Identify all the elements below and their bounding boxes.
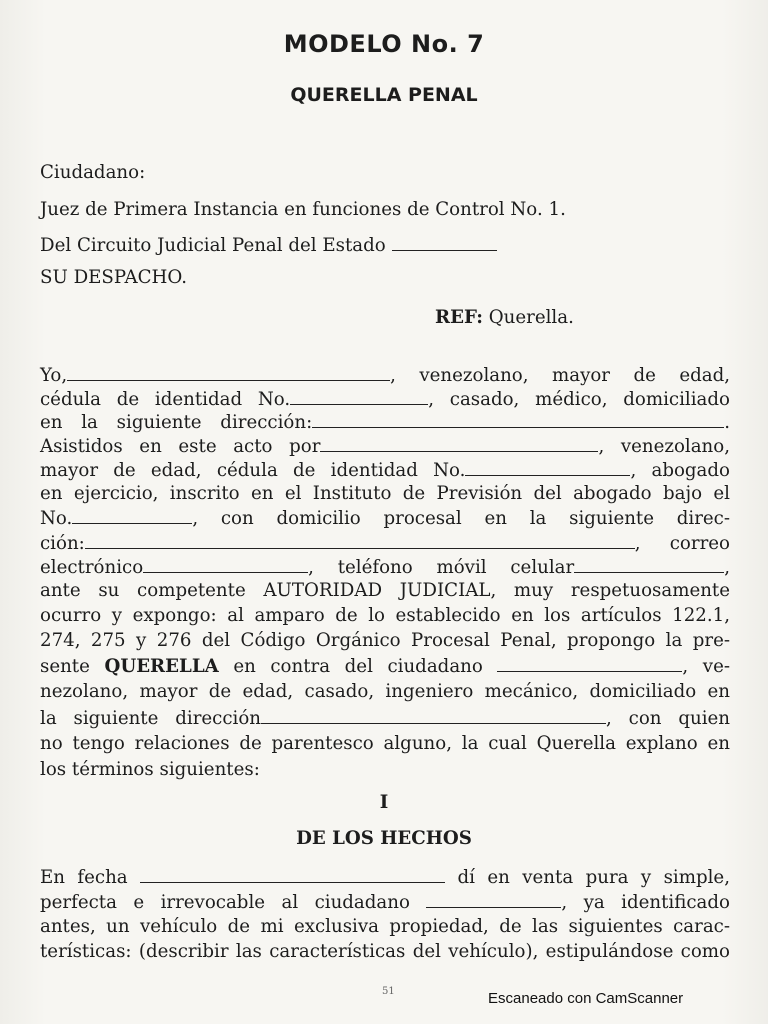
reference-line — [435, 306, 574, 330]
ref-label: REF: — [435, 307, 483, 328]
address-line-3 — [40, 233, 730, 258]
body-line-4 — [40, 434, 730, 459]
body-line-7 — [40, 506, 730, 531]
document-title: MODELO No. 7 — [283, 30, 485, 58]
body-line-11: ocurro y expongo: al amparo de lo establecido en los artículos 122.1, — [40, 605, 730, 626]
body-line-16: no tengo relaciones de parentesco alguno, la cual Querella explano en — [40, 733, 730, 754]
body-text: No. — [40, 508, 73, 529]
body-line-3 — [40, 410, 730, 435]
body-text: Yo, — [40, 365, 68, 386]
body-text: mayor de edad, cédula de identidad No. — [40, 460, 466, 481]
address-line-1: Ciudadano: — [40, 162, 146, 183]
body-text: , correo — [634, 533, 730, 554]
name-blank — [67, 363, 390, 381]
body-text: En fecha — [40, 867, 128, 888]
body-text: cédula de identidad No. — [40, 389, 291, 410]
facts-line-4: terísticas: (describir las características del vehículo), estipulándose como — [40, 941, 730, 962]
body-text: , venezolano, — [598, 436, 731, 457]
body-text: la siguiente dirección — [40, 708, 262, 729]
body-line-6: en ejercicio, inscrito en el Instituto de Previsión del abogado bajo el — [40, 483, 730, 504]
body-line-2 — [40, 387, 730, 412]
querella-emphasis: QUERELLA — [104, 656, 219, 677]
body-text: , con quien — [606, 708, 730, 729]
body-text: ción: — [40, 533, 85, 554]
section-heading: DE LOS HECHOS — [296, 828, 472, 849]
state-blank — [392, 233, 497, 251]
facts-line-1 — [40, 865, 730, 890]
scanner-watermark: Escaneado con CamScanner — [488, 990, 684, 1007]
page-number: 51 — [382, 986, 395, 997]
lawyer-id-blank — [465, 458, 630, 476]
address-blank — [312, 410, 724, 428]
body-text: electrónico — [40, 557, 144, 578]
body-text: sente — [40, 656, 90, 677]
body-line-5 — [40, 458, 730, 483]
body-text: , venezolano, mayor de edad, — [390, 365, 730, 386]
body-text: en la siguiente dirección: — [40, 412, 313, 433]
body-line-17: los términos siguientes: — [40, 759, 260, 780]
body-text: , teléfono móvil celular — [308, 557, 575, 578]
phone-blank — [574, 555, 724, 573]
body-line-1 — [40, 363, 730, 388]
procedural-address-blank — [85, 531, 635, 549]
body-text: , con domicilio procesal en la siguiente direc- — [192, 508, 730, 529]
body-line-12: 274, 275 y 276 del Código Orgánico Procesal Penal, propongo la pre- — [40, 630, 730, 651]
section-numeral: I — [379, 792, 389, 813]
body-text: , — [724, 557, 730, 578]
ref-text: Querella. — [488, 307, 574, 328]
body-text: Asistidos en este acto por — [40, 436, 321, 457]
defendant-address-blank — [261, 706, 606, 724]
facts-line-2 — [40, 890, 730, 915]
lawyer-blank — [320, 434, 598, 452]
email-blank — [143, 555, 308, 573]
body-text: en contra del ciudadano — [233, 656, 483, 677]
body-text: , casado, médico, domiciliado — [428, 389, 730, 410]
body-line-13 — [40, 654, 730, 679]
id-blank — [290, 387, 428, 405]
body-text: , abogado — [630, 460, 730, 481]
body-line-9 — [40, 555, 730, 580]
address-line-4: SU DESPACHO. — [40, 267, 187, 288]
registry-blank — [72, 506, 192, 524]
body-line-14: nezolano, mayor de edad, casado, ingeniero mecánico, domiciliado en — [40, 681, 730, 702]
body-text: , ya identificado — [561, 892, 730, 913]
body-text: perfecta e irrevocable al ciudadano — [40, 892, 410, 913]
address-line-2: Juez de Primera Instancia en funciones de Control No. 1. — [40, 199, 566, 220]
body-text: , ve- — [682, 656, 730, 677]
body-text: dí en venta pura y simple, — [457, 867, 730, 888]
defendant-blank — [497, 654, 682, 672]
body-line-15 — [40, 706, 730, 731]
buyer-blank — [426, 890, 561, 908]
facts-line-3: antes, un vehículo de mi exclusiva propiedad, de las siguientes carac- — [40, 916, 730, 937]
body-line-10: ante su competente AUTORIDAD JUDICIAL, muy respetuosamente — [40, 580, 730, 601]
body-line-8 — [40, 531, 730, 556]
date-blank — [140, 865, 445, 883]
document-subtitle: QUERELLA PENAL — [290, 84, 478, 106]
body-text: . — [724, 412, 730, 433]
address-line-3-text: Del Circuito Judicial Penal del Estado — [40, 235, 386, 256]
